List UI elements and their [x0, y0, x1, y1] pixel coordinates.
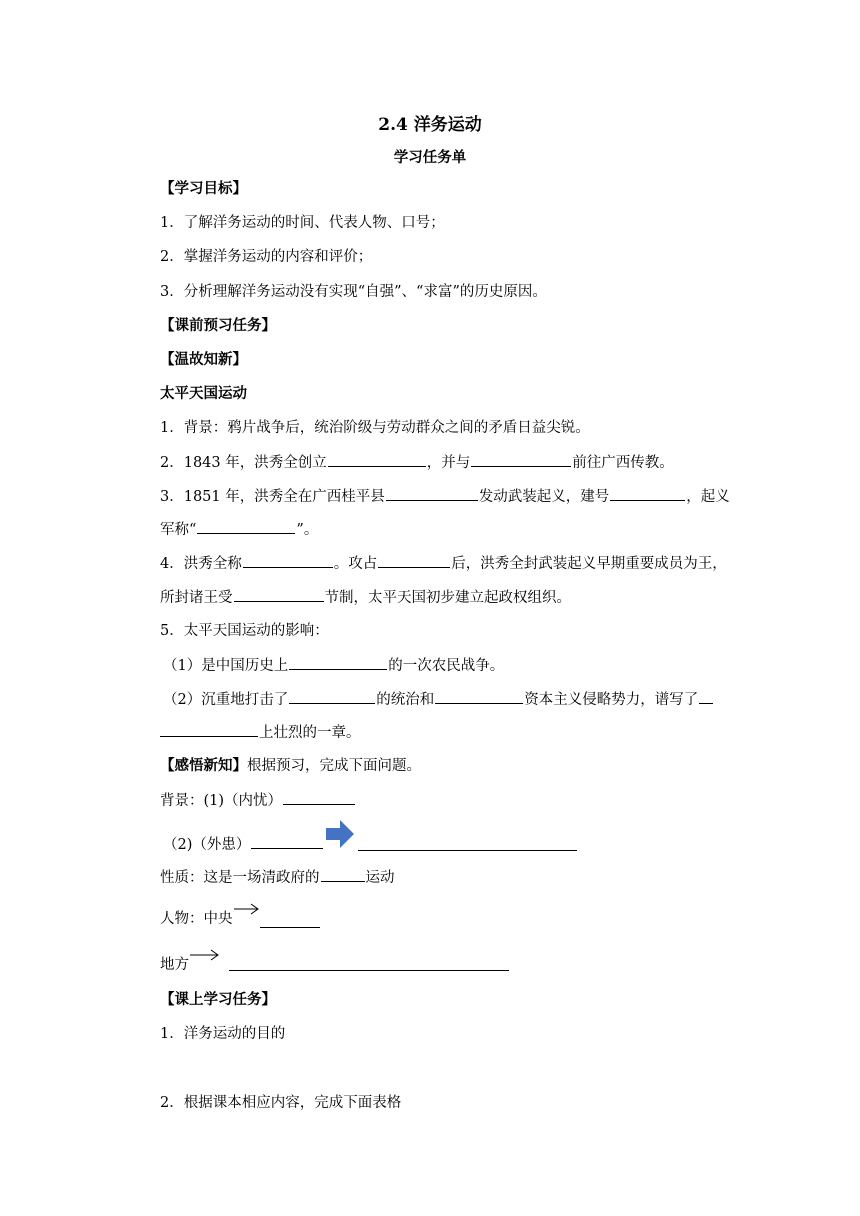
people-local-line	[160, 955, 189, 975]
question-3-cont	[160, 519, 318, 540]
q4-text-e: 节制，太平天国初步建立起政权组织。	[324, 590, 571, 606]
q5-1-text-a: （1）是中国历史上	[163, 658, 289, 674]
question-5-1	[163, 655, 504, 676]
background-internal	[160, 790, 356, 811]
bg1-label: 背景：(1)（内忧）	[160, 793, 283, 809]
page-title: 2.4 洋务运动	[378, 115, 482, 135]
blank[interactable]	[289, 655, 387, 670]
question-1: 1．背景：鸦片战争后，统治阶级与劳动群众之间的矛盾日益尖锐。	[160, 420, 590, 436]
q5-2-text-b: 的统治和	[376, 692, 435, 708]
blank[interactable]	[229, 970, 509, 971]
q4-text-c: 后，洪秀全封武装起义早期重要成员为王，	[451, 556, 727, 572]
preview-heading: 【课前预习任务】	[160, 317, 276, 334]
q2-text-a: 2．1843 年，洪秀全创立	[160, 455, 327, 471]
question-5: 5．太平天国运动的影响：	[160, 623, 329, 639]
question-5-2-cont	[160, 722, 361, 743]
q3-text-e: ”。	[296, 522, 319, 538]
q4-text-d: 所封诸王受	[160, 590, 233, 606]
blank[interactable]	[160, 722, 258, 737]
q5-2-text-c: 资本主义侵略势力，谱写了	[524, 692, 699, 708]
blank[interactable]	[358, 850, 577, 851]
thin-arrow-icon	[190, 948, 220, 962]
insight-heading: 【感悟新知】	[160, 757, 247, 774]
question-4	[160, 553, 727, 574]
background-external	[163, 834, 324, 855]
review-heading: 【温故知新】	[160, 351, 247, 368]
blank[interactable]	[251, 834, 323, 849]
q3-text-c: ，起义	[686, 489, 730, 505]
blank[interactable]	[283, 790, 355, 805]
blank[interactable]	[321, 867, 365, 882]
blank[interactable]	[699, 689, 713, 704]
blank[interactable]	[289, 689, 375, 704]
nature-text-a: 性质：这是一场清政府的	[160, 870, 320, 886]
page-subtitle: 学习任务单	[393, 149, 467, 166]
q2-text-c: 前往广西传教。	[572, 455, 674, 471]
blank[interactable]	[471, 452, 571, 467]
q4-text-a: 4．洪秀全称	[160, 556, 242, 572]
objective-item: 3．分析理解洋务运动没有实现“自强”、“求富”的历史原因。	[160, 284, 547, 300]
question-2	[160, 452, 674, 473]
blank[interactable]	[435, 689, 523, 704]
topic-heading: 太平天国运动	[160, 385, 247, 402]
objective-item: 1．了解洋务运动的时间、代表人物、口号；	[160, 215, 445, 231]
insight-line	[160, 756, 421, 776]
question-3	[160, 486, 730, 507]
q3-text-a: 3．1851 年，洪秀全在广西桂平县	[160, 489, 385, 505]
objective-item: 2．掌握洋务运动的内容和评价；	[160, 249, 373, 265]
question-5-2	[163, 689, 714, 710]
blank[interactable]	[328, 452, 426, 467]
question-4-cont	[160, 587, 571, 608]
blank[interactable]	[260, 927, 320, 928]
blank[interactable]	[610, 486, 685, 501]
inclass-question-1: 1．洋务运动的目的	[160, 1026, 286, 1042]
blank[interactable]	[386, 486, 478, 501]
inclass-heading: 【课上学习任务】	[160, 991, 276, 1008]
people-central-label: 人物：中央	[160, 911, 233, 927]
q5-2-text-d: 上壮烈的一章。	[259, 725, 361, 741]
people-local-label: 地方	[160, 957, 189, 973]
thin-arrow-icon	[234, 902, 260, 916]
nature-text-b: 运动	[365, 870, 395, 886]
q5-2-text-a: （2）沉重地打击了	[163, 692, 289, 708]
blank[interactable]	[197, 519, 295, 534]
bg2-label: （2)（外患）	[163, 837, 251, 853]
q3-text-b: 发动武装起义，建号	[478, 489, 610, 505]
objectives-heading: 【学习目标】	[160, 180, 247, 197]
blank[interactable]	[234, 587, 324, 602]
nature-line	[160, 867, 395, 888]
q3-text-d: 军称“	[160, 522, 197, 538]
insight-intro: 根据预习，完成下面问题。	[247, 758, 421, 774]
blank[interactable]	[243, 553, 333, 568]
q4-text-b: 。攻占	[333, 556, 378, 572]
people-central-line	[160, 909, 233, 929]
right-arrow-icon	[326, 820, 354, 848]
q2-text-b: ，并与	[426, 455, 471, 471]
inclass-question-2: 2．根据课本相应内容，完成下面表格	[160, 1095, 402, 1111]
q5-1-text-b: 的一次农民战争。	[388, 658, 505, 674]
blank[interactable]	[378, 553, 450, 568]
